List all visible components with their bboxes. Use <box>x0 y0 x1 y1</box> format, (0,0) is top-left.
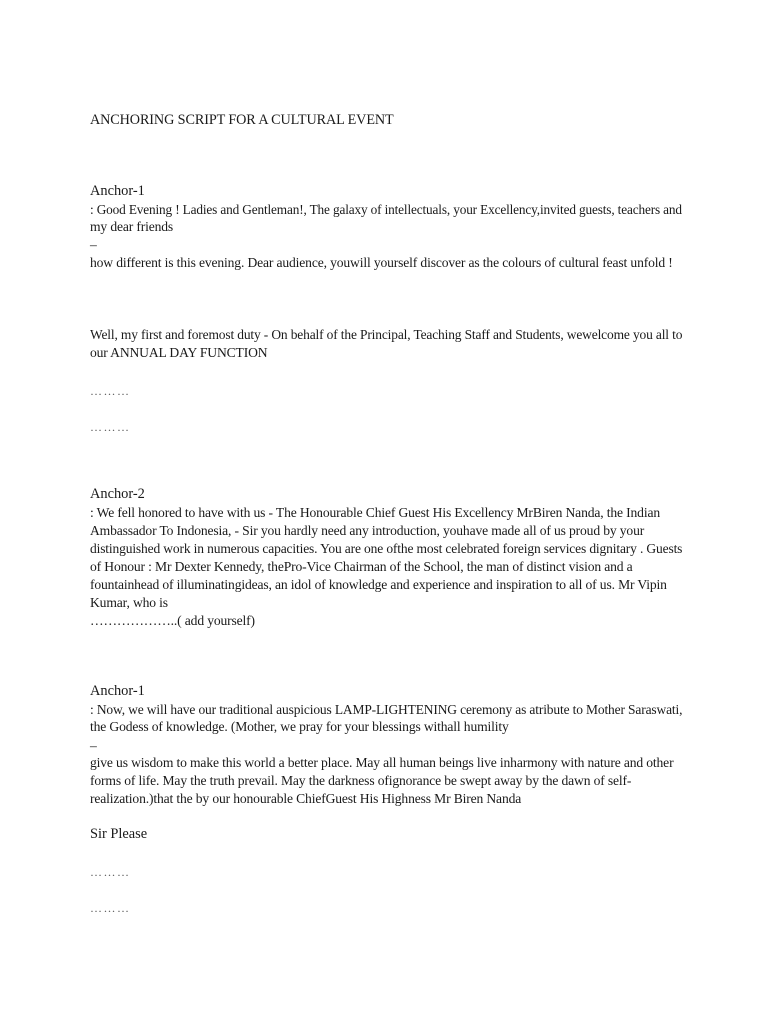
paragraph-line: distinguished work in numerous capacities. You are one ofthe most celebrated foreign services dignitary . Guests <box>90 541 683 556</box>
paragraph-line: the Godess of knowledge. (Mother, we pray for your blessings withall humility <box>90 719 509 734</box>
ellipsis-line: ……… <box>90 384 131 398</box>
paragraph-line: fountainhead of illuminatingideas, an idol of knowledge and experience and inspiration to all of us. Mr Vipin <box>90 577 667 592</box>
closing-line: Sir Please <box>90 826 148 842</box>
anchor-1-label: Anchor-1 <box>90 683 145 699</box>
ellipsis-line: ……… <box>90 865 131 879</box>
paragraph-line: forms of life. May the truth prevail. May the darkness ofignorance be swept away by the dawn of self- <box>90 773 632 788</box>
dash-line: – <box>90 738 97 753</box>
paragraph-line: ………………..( add yourself) <box>90 613 255 628</box>
paragraph-line: : Now, we will have our traditional auspicious LAMP-LIGHTENING ceremony as atribute to Mother Saraswati, <box>90 702 683 717</box>
ellipsis-line: ……… <box>90 901 131 915</box>
document-title: ANCHORING SCRIPT FOR A CULTURAL EVENT <box>90 112 394 128</box>
paragraph-line: Well, my first and foremost duty - On behalf of the Principal, Teaching Staff and Students, wewelcome you all to <box>90 327 683 342</box>
anchor-1-label: Anchor-1 <box>90 183 145 199</box>
paragraph-line: Kumar, who is <box>90 595 168 610</box>
dash-line: – <box>90 237 97 252</box>
paragraph-line: : Good Evening ! Ladies and Gentleman!, The galaxy of intellectuals, your Excellency,invited guests, teachers and <box>90 202 682 217</box>
anchor-2-label: Anchor-2 <box>90 486 145 502</box>
paragraph-line: our ANNUAL DAY FUNCTION <box>90 345 268 360</box>
paragraph-line: realization.)that the by our honourable ChiefGuest His Highness Mr Biren Nanda <box>90 791 522 806</box>
ellipsis-line: ……… <box>90 420 131 434</box>
paragraph-line: give us wisdom to make this world a better place. May all human beings live inharmony with nature and other <box>90 755 674 770</box>
paragraph-line: Ambassador To Indonesia, - Sir you hardly need any introduction, youhave made all of us proud by your <box>90 523 645 538</box>
paragraph-line: how different is this evening. Dear audience, youwill yourself discover as the colours of cultural feast unfold ! <box>90 255 673 270</box>
paragraph-line: my dear friends <box>90 219 174 234</box>
paragraph-line: of Honour : Mr Dexter Kennedy, thePro-Vice Chairman of the School, the man of distinct vision and a <box>90 559 633 574</box>
paragraph-line: : We fell honored to have with us - The Honourable Chief Guest His Excellency MrBiren Nanda, the Indian <box>90 505 660 520</box>
